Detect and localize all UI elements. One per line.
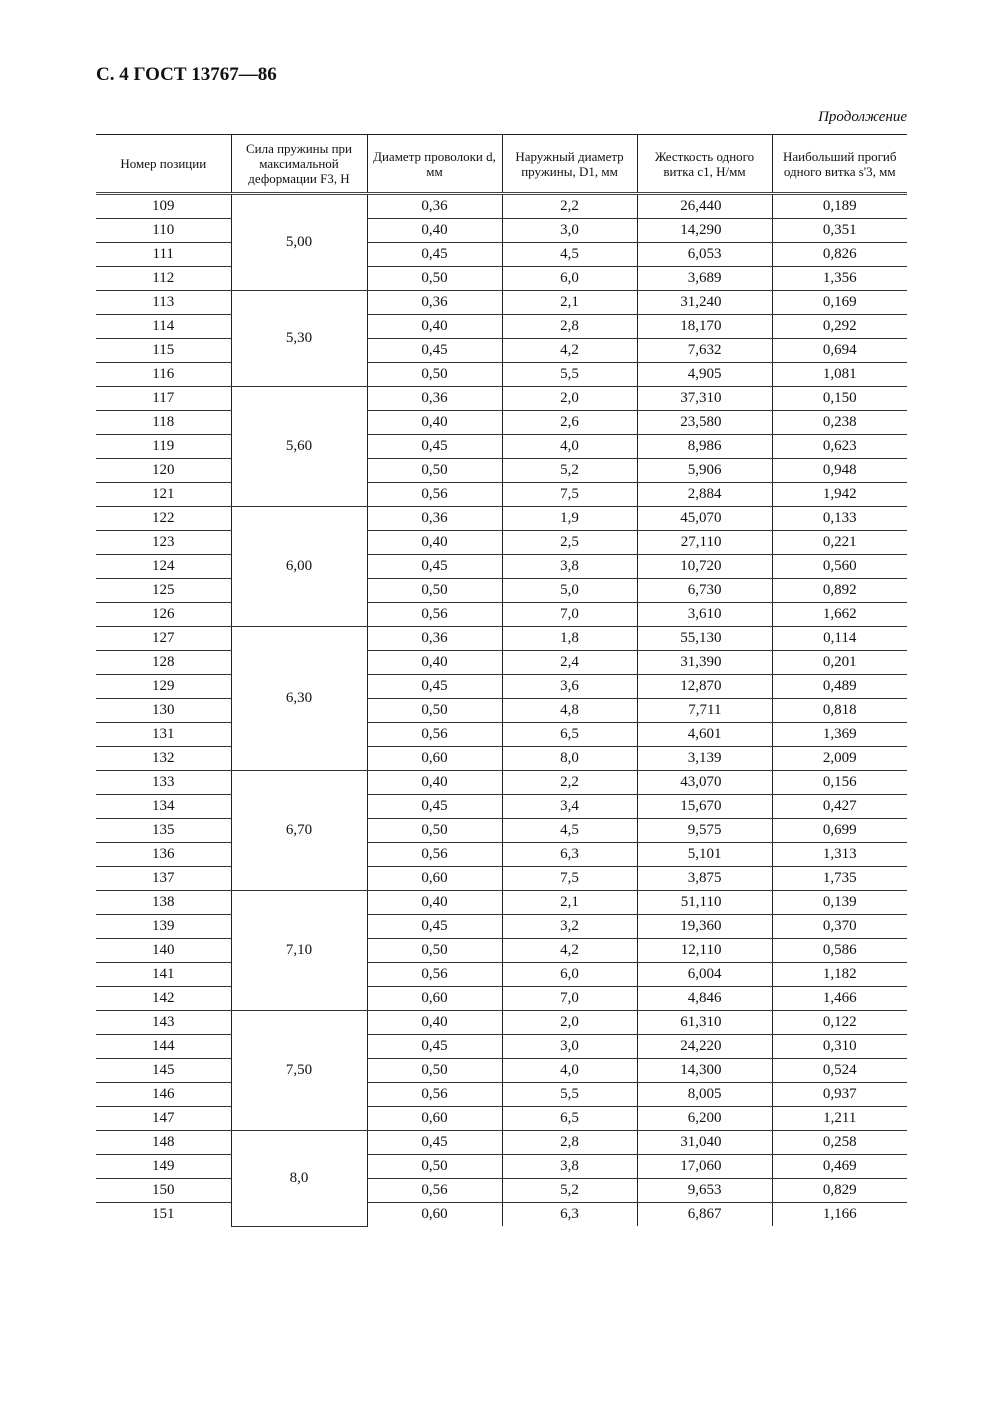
stiffness-cell: 17,060 — [637, 1155, 772, 1179]
position-cell: 132 — [96, 747, 231, 771]
outer-diameter-cell: 7,5 — [502, 483, 637, 507]
outer-diameter-cell: 5,5 — [502, 1083, 637, 1107]
table-body — [96, 194, 907, 1227]
wire-diameter-cell: 0,36 — [367, 387, 502, 411]
stiffness-cell: 55,130 — [637, 627, 772, 651]
table-row — [96, 675, 907, 699]
position-cell: 126 — [96, 603, 231, 627]
position-cell: 128 — [96, 651, 231, 675]
wire-diameter-cell: 0,50 — [367, 579, 502, 603]
outer-diameter-cell: 4,5 — [502, 819, 637, 843]
outer-diameter-cell: 7,5 — [502, 867, 637, 891]
wire-diameter-cell: 0,50 — [367, 699, 502, 723]
position-cell: 151 — [152, 1206, 175, 1222]
outer-diameter-cell: 3,0 — [502, 1035, 637, 1059]
stiffness-cell: 61,310 — [637, 1011, 772, 1035]
stiffness-cell: 18,170 — [637, 315, 772, 339]
max-deflection-cell: 0,139 — [772, 891, 907, 915]
stiffness-cell: 4,846 — [637, 987, 772, 1011]
max-deflection-cell: 1,166 — [772, 1203, 907, 1227]
stiffness-cell: 4,601 — [637, 723, 772, 747]
wire-diameter-cell: 0,50 — [367, 1059, 502, 1083]
wire-diameter-cell: 0,56 — [367, 843, 502, 867]
table-row — [96, 603, 907, 627]
outer-diameter-cell: 7,0 — [502, 603, 637, 627]
wire-diameter-cell: 0,56 — [367, 603, 502, 627]
outer-diameter-cell: 8,0 — [502, 747, 637, 771]
force-cell: 6,30 — [231, 627, 367, 771]
table-row — [96, 507, 907, 531]
position-cell: 146 — [96, 1083, 231, 1107]
outer-diameter-cell: 2,0 — [502, 387, 637, 411]
stiffness-cell: 8,005 — [637, 1083, 772, 1107]
table-row — [96, 243, 907, 267]
outer-diameter-cell: 3,8 — [502, 1155, 637, 1179]
outer-diameter-cell: 2,0 — [502, 1011, 637, 1035]
position-cell: 118 — [96, 411, 231, 435]
max-deflection-cell: 2,009 — [772, 747, 907, 771]
wire-diameter-cell: 0,60 — [367, 987, 502, 1011]
max-deflection-cell: 1,356 — [772, 267, 907, 291]
wire-diameter-cell: 0,40 — [367, 315, 502, 339]
max-deflection-cell: 1,369 — [772, 723, 907, 747]
stiffness-cell: 5,906 — [637, 459, 772, 483]
position-cell: 148 — [96, 1131, 231, 1155]
table-row — [96, 459, 907, 483]
position-cell: 145 — [96, 1059, 231, 1083]
wire-diameter-cell: 0,45 — [367, 1035, 502, 1059]
force-cell: 8,0 — [231, 1131, 367, 1227]
max-deflection-cell: 0,623 — [772, 435, 907, 459]
max-deflection-cell: 0,826 — [772, 243, 907, 267]
outer-diameter-cell: 4,0 — [502, 435, 637, 459]
max-deflection-cell: 0,694 — [772, 339, 907, 363]
wire-diameter-cell: 0,60 — [367, 1107, 502, 1131]
col-header-wire-diameter: Диаметр проволоки d, мм — [367, 135, 502, 194]
table-row — [96, 194, 907, 219]
wire-diameter-cell: 0,60 — [367, 867, 502, 891]
max-deflection-cell: 0,892 — [772, 579, 907, 603]
outer-diameter-cell: 4,2 — [502, 939, 637, 963]
max-deflection-cell: 0,586 — [772, 939, 907, 963]
table-row — [96, 891, 907, 915]
table-row — [96, 699, 907, 723]
wire-diameter-cell: 0,56 — [367, 483, 502, 507]
table-header-row — [96, 135, 907, 194]
outer-diameter-cell: 2,1 — [502, 891, 637, 915]
outer-diameter-cell: 3,6 — [502, 675, 637, 699]
max-deflection-cell: 0,292 — [772, 315, 907, 339]
wire-diameter-cell: 0,40 — [367, 411, 502, 435]
table-row — [96, 819, 907, 843]
stiffness-cell: 3,610 — [637, 603, 772, 627]
stiffness-cell: 12,870 — [637, 675, 772, 699]
stiffness-cell: 31,240 — [637, 291, 772, 315]
position-cell: 109 — [96, 194, 231, 219]
stiffness-cell: 23,580 — [637, 411, 772, 435]
position-cell: 119 — [96, 435, 231, 459]
max-deflection-cell: 1,466 — [772, 987, 907, 1011]
outer-diameter-cell: 6,3 — [502, 1203, 637, 1227]
wire-diameter-cell: 0,56 — [367, 1083, 502, 1107]
position-cell: 122 — [96, 507, 231, 531]
continuation-label: Продолжение — [818, 109, 907, 125]
max-deflection-cell: 0,489 — [772, 675, 907, 699]
wire-diameter-cell: 0,40 — [367, 219, 502, 243]
stiffness-cell: 15,670 — [637, 795, 772, 819]
stiffness-cell: 31,040 — [637, 1131, 772, 1155]
table-row — [96, 555, 907, 579]
outer-diameter-cell: 3,0 — [502, 219, 637, 243]
max-deflection-cell: 1,735 — [772, 867, 907, 891]
position-cell: 130 — [96, 699, 231, 723]
max-deflection-cell: 0,310 — [772, 1035, 907, 1059]
stiffness-cell: 6,867 — [637, 1203, 772, 1227]
max-deflection-cell: 0,221 — [772, 531, 907, 555]
wire-diameter-cell: 0,50 — [367, 1155, 502, 1179]
table-row — [96, 1035, 907, 1059]
wire-diameter-cell: 0,50 — [367, 267, 502, 291]
max-deflection-cell: 0,427 — [772, 795, 907, 819]
stiffness-cell: 6,200 — [637, 1107, 772, 1131]
table-row — [96, 627, 907, 651]
wire-diameter-cell: 0,56 — [367, 963, 502, 987]
table-row — [96, 267, 907, 291]
outer-diameter-cell: 6,5 — [502, 723, 637, 747]
max-deflection-cell: 0,150 — [772, 387, 907, 411]
position-cell: 114 — [96, 315, 231, 339]
outer-diameter-cell: 3,2 — [502, 915, 637, 939]
outer-diameter-cell: 3,8 — [502, 555, 637, 579]
position-cell: 134 — [96, 795, 231, 819]
max-deflection-cell: 0,169 — [772, 291, 907, 315]
stiffness-cell: 37,310 — [637, 387, 772, 411]
max-deflection-cell: 1,211 — [772, 1107, 907, 1131]
position-cell: 129 — [96, 675, 231, 699]
stiffness-cell: 27,110 — [637, 531, 772, 555]
max-deflection-cell: 0,699 — [772, 819, 907, 843]
wire-diameter-cell: 0,50 — [367, 939, 502, 963]
wire-diameter-cell: 0,40 — [367, 1011, 502, 1035]
wire-diameter-cell: 0,40 — [367, 531, 502, 555]
outer-diameter-cell: 4,2 — [502, 339, 637, 363]
max-deflection-cell: 0,133 — [772, 507, 907, 531]
max-deflection-cell: 0,560 — [772, 555, 907, 579]
position-cell: 140 — [96, 939, 231, 963]
position-cell: 142 — [96, 987, 231, 1011]
outer-diameter-cell: 1,8 — [502, 627, 637, 651]
outer-diameter-cell: 2,5 — [502, 531, 637, 555]
position-cell: 115 — [96, 339, 231, 363]
spring-parameters-table — [96, 134, 907, 1227]
stiffness-cell: 26,440 — [637, 194, 772, 219]
stiffness-cell: 6,004 — [637, 963, 772, 987]
max-deflection-cell: 0,258 — [772, 1131, 907, 1155]
table-row — [96, 483, 907, 507]
stiffness-cell: 12,110 — [637, 939, 772, 963]
wire-diameter-cell: 0,36 — [367, 627, 502, 651]
position-cell: 149 — [96, 1155, 231, 1179]
wire-diameter-cell: 0,45 — [367, 915, 502, 939]
outer-diameter-cell: 5,2 — [502, 1179, 637, 1203]
outer-diameter-cell: 4,8 — [502, 699, 637, 723]
wire-diameter-cell: 0,60 — [367, 747, 502, 771]
max-deflection-cell: 0,351 — [772, 219, 907, 243]
col-header-force: Сила пружины при максимальной деформации F3, Н — [231, 135, 367, 194]
position-cell: 113 — [96, 291, 231, 315]
max-deflection-cell: 0,114 — [772, 627, 907, 651]
outer-diameter-cell: 3,4 — [502, 795, 637, 819]
force-cell: 5,00 — [231, 194, 367, 291]
position-cell: 147 — [96, 1107, 231, 1131]
max-deflection-cell: 1,942 — [772, 483, 907, 507]
outer-diameter-cell: 4,0 — [502, 1059, 637, 1083]
stiffness-cell: 2,884 — [637, 483, 772, 507]
wire-diameter-cell: 0,36 — [367, 507, 502, 531]
table-row — [96, 771, 907, 795]
position-cell: 121 — [96, 483, 231, 507]
stiffness-cell: 51,110 — [637, 891, 772, 915]
max-deflection-cell: 0,524 — [772, 1059, 907, 1083]
outer-diameter-cell: 2,2 — [502, 771, 637, 795]
outer-diameter-cell: 5,0 — [502, 579, 637, 603]
force-cell: 7,50 — [231, 1011, 367, 1131]
stiffness-cell: 3,139 — [637, 747, 772, 771]
wire-diameter-cell: 0,45 — [367, 1131, 502, 1155]
force-cell: 6,70 — [231, 771, 367, 891]
wire-diameter-cell: 0,45 — [367, 675, 502, 699]
max-deflection-cell: 1,313 — [772, 843, 907, 867]
wire-diameter-cell: 0,60 — [367, 1203, 502, 1227]
position-cell: 116 — [96, 363, 231, 387]
col-header-stiffness: Жесткость одного витка c1, Н/мм — [637, 135, 772, 194]
wire-diameter-cell: 0,40 — [367, 651, 502, 675]
table-row — [96, 291, 907, 315]
wire-diameter-cell: 0,56 — [367, 1179, 502, 1203]
table-row — [96, 915, 907, 939]
position-cell: 144 — [96, 1035, 231, 1059]
outer-diameter-cell: 6,0 — [502, 963, 637, 987]
position-cell: 123 — [96, 531, 231, 555]
outer-diameter-cell: 2,2 — [502, 194, 637, 219]
max-deflection-cell: 0,948 — [772, 459, 907, 483]
stiffness-cell: 6,730 — [637, 579, 772, 603]
wire-diameter-cell: 0,36 — [367, 291, 502, 315]
max-deflection-cell: 0,937 — [772, 1083, 907, 1107]
outer-diameter-cell: 2,4 — [502, 651, 637, 675]
position-cell: 135 — [96, 819, 231, 843]
wire-diameter-cell: 0,45 — [367, 339, 502, 363]
table-row — [96, 411, 907, 435]
max-deflection-cell: 0,122 — [772, 1011, 907, 1035]
position-cell: 127 — [96, 627, 231, 651]
table-row — [96, 723, 907, 747]
max-deflection-cell: 0,818 — [772, 699, 907, 723]
col-header-max-deflection: Наибольший прогиб одного витка s'3, мм — [772, 135, 907, 194]
col-header-position: Номер позиции — [96, 135, 231, 194]
wire-diameter-cell: 0,50 — [367, 363, 502, 387]
position-cell: 136 — [96, 843, 231, 867]
outer-diameter-cell: 2,1 — [502, 291, 637, 315]
table-row — [96, 747, 907, 771]
stiffness-cell: 3,875 — [637, 867, 772, 891]
wire-diameter-cell: 0,36 — [367, 194, 502, 219]
outer-diameter-cell: 2,8 — [502, 315, 637, 339]
force-cell: 5,60 — [231, 387, 367, 507]
wire-diameter-cell: 0,56 — [367, 723, 502, 747]
table-row — [96, 1131, 907, 1155]
stiffness-cell: 43,070 — [637, 771, 772, 795]
wire-diameter-cell: 0,40 — [367, 891, 502, 915]
wire-diameter-cell: 0,45 — [367, 243, 502, 267]
position-cell: 139 — [96, 915, 231, 939]
max-deflection-cell: 0,201 — [772, 651, 907, 675]
stiffness-cell: 14,290 — [637, 219, 772, 243]
outer-diameter-cell: 6,0 — [502, 267, 637, 291]
force-cell: 5,30 — [231, 291, 367, 387]
stiffness-cell: 45,070 — [637, 507, 772, 531]
force-cell: 6,00 — [231, 507, 367, 627]
stiffness-cell: 5,101 — [637, 843, 772, 867]
col-header-outer-diameter: Наружный диаметр пружины, D1, мм — [502, 135, 637, 194]
max-deflection-cell: 0,469 — [772, 1155, 907, 1179]
page-header: С. 4 ГОСТ 13767—86 — [96, 64, 277, 85]
wire-diameter-cell: 0,45 — [367, 795, 502, 819]
outer-diameter-cell: 1,9 — [502, 507, 637, 531]
stiffness-cell: 4,905 — [637, 363, 772, 387]
outer-diameter-cell: 4,5 — [502, 243, 637, 267]
outer-diameter-cell: 6,3 — [502, 843, 637, 867]
table-row — [96, 1083, 907, 1107]
wire-diameter-cell: 0,50 — [367, 459, 502, 483]
table-row — [96, 315, 907, 339]
position-cell: 137 — [96, 867, 231, 891]
table-row — [96, 219, 907, 243]
table-row — [96, 1011, 907, 1035]
outer-diameter-cell: 2,6 — [502, 411, 637, 435]
position-cell: 112 — [96, 267, 231, 291]
stiffness-cell: 31,390 — [637, 651, 772, 675]
position-cell: 141 — [96, 963, 231, 987]
table-row — [96, 867, 907, 891]
table-row — [96, 1155, 907, 1179]
position-cell: 110 — [96, 219, 231, 243]
position-cell: 143 — [96, 1011, 231, 1035]
force-cell: 7,10 — [231, 891, 367, 1011]
max-deflection-cell: 1,081 — [772, 363, 907, 387]
position-cell: 138 — [96, 891, 231, 915]
stiffness-cell: 19,360 — [637, 915, 772, 939]
table-row — [96, 939, 907, 963]
stiffness-cell: 9,575 — [637, 819, 772, 843]
stiffness-cell: 24,220 — [637, 1035, 772, 1059]
table-row — [96, 795, 907, 819]
table-row — [96, 651, 907, 675]
table-row — [96, 531, 907, 555]
position-cell: 111 — [96, 243, 231, 267]
outer-diameter-cell: 6,5 — [502, 1107, 637, 1131]
position-cell: 131 — [96, 723, 231, 747]
stiffness-cell: 7,711 — [637, 699, 772, 723]
table-row — [96, 1107, 907, 1131]
stiffness-cell: 9,653 — [637, 1179, 772, 1203]
position-cell: 125 — [96, 579, 231, 603]
stiffness-cell: 8,986 — [637, 435, 772, 459]
position-cell: 124 — [96, 555, 231, 579]
wire-diameter-cell: 0,50 — [367, 819, 502, 843]
table-row — [96, 843, 907, 867]
max-deflection-cell: 0,189 — [772, 194, 907, 219]
table-row — [96, 1203, 907, 1227]
table-row — [96, 363, 907, 387]
stiffness-cell: 14,300 — [637, 1059, 772, 1083]
wire-diameter-cell: 0,45 — [367, 555, 502, 579]
outer-diameter-cell: 2,8 — [502, 1131, 637, 1155]
position-cell: 133 — [96, 771, 231, 795]
stiffness-cell: 6,053 — [637, 243, 772, 267]
table-row — [96, 435, 907, 459]
stiffness-cell: 10,720 — [637, 555, 772, 579]
max-deflection-cell: 0,370 — [772, 915, 907, 939]
outer-diameter-cell: 7,0 — [502, 987, 637, 1011]
table-row — [96, 1059, 907, 1083]
max-deflection-cell: 1,182 — [772, 963, 907, 987]
outer-diameter-cell: 5,2 — [502, 459, 637, 483]
wire-diameter-cell: 0,45 — [367, 435, 502, 459]
table-row — [96, 579, 907, 603]
table-row — [96, 987, 907, 1011]
max-deflection-cell: 0,238 — [772, 411, 907, 435]
table-row — [96, 963, 907, 987]
max-deflection-cell: 1,662 — [772, 603, 907, 627]
table-row — [96, 387, 907, 411]
position-cell: 117 — [96, 387, 231, 411]
wire-diameter-cell: 0,40 — [367, 771, 502, 795]
stiffness-cell: 3,689 — [637, 267, 772, 291]
outer-diameter-cell: 5,5 — [502, 363, 637, 387]
max-deflection-cell: 0,829 — [772, 1179, 907, 1203]
table-row — [96, 339, 907, 363]
table-row — [96, 1179, 907, 1203]
stiffness-cell: 7,632 — [637, 339, 772, 363]
position-cell: 120 — [96, 459, 231, 483]
position-cell: 150 — [96, 1179, 231, 1203]
max-deflection-cell: 0,156 — [772, 771, 907, 795]
